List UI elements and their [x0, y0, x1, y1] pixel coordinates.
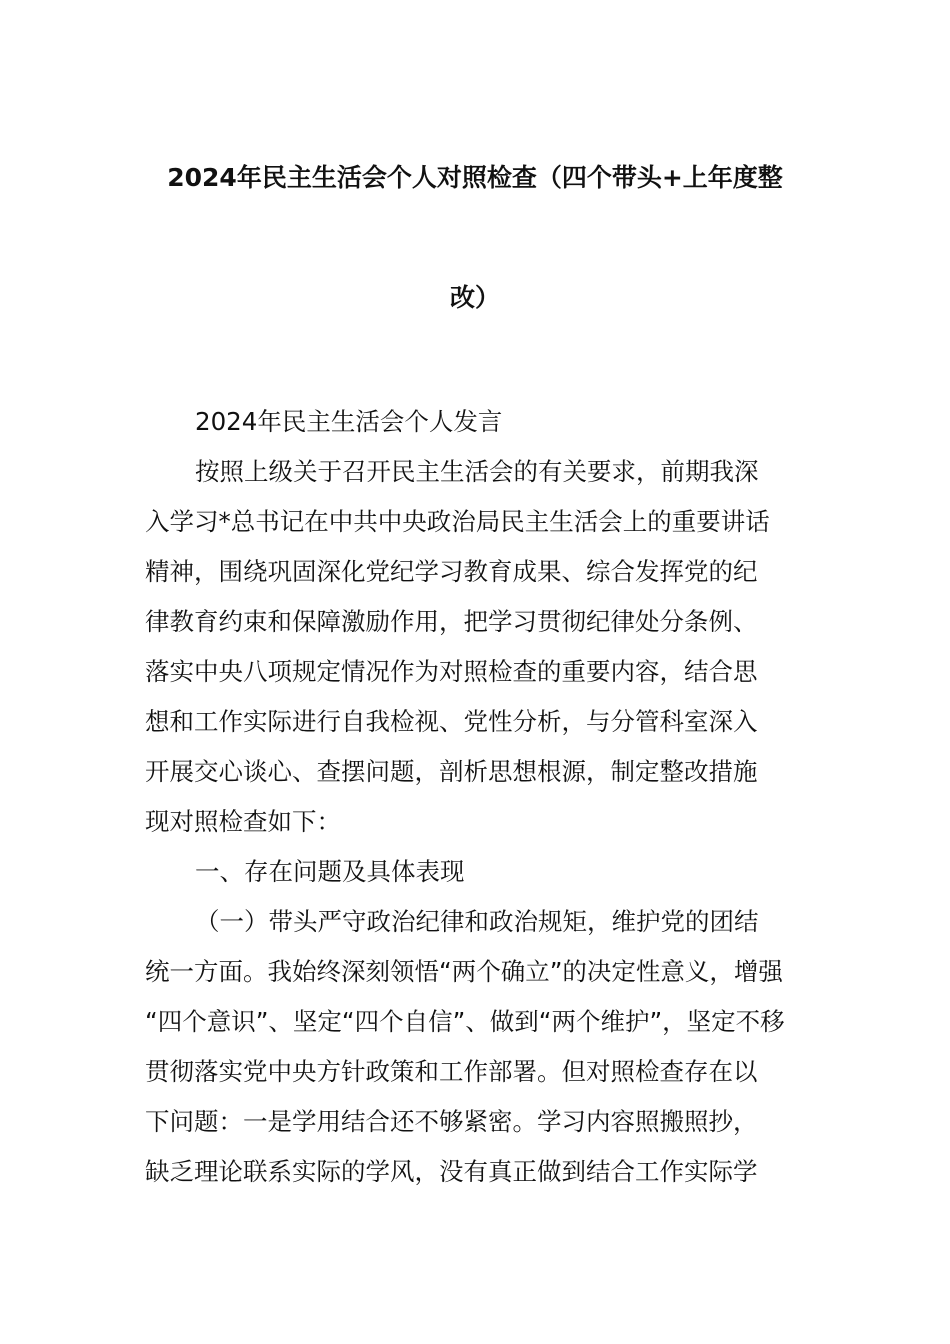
- paragraph-line: 想和工作实际进行自我检视、党性分析，与分管科室深入: [145, 707, 758, 736]
- paragraph-line: （一）带头严守政治纪律和政治规矩，维护党的团结: [195, 907, 759, 936]
- section-heading: 一、存在问题及具体表现: [195, 857, 465, 886]
- document-title-line-2: 改）: [449, 283, 500, 312]
- paragraph-line: 按照上级关于召开民主生活会的有关要求，前期我深: [195, 457, 759, 486]
- paragraph-line: 入学习*总书记在中共中央政治局民主生活会上的重要讲话: [145, 507, 770, 536]
- document-title-line-1: 2024年民主生活会个人对照检查（四个带头+上年度整: [167, 163, 783, 192]
- paragraph-line: 统一方面。我始终深刻领悟“两个确立”的决定性意义，增强: [145, 957, 783, 986]
- paragraph-line: 缺乏理论联系实际的学风，没有真正做到结合工作实际学: [145, 1157, 758, 1186]
- document-body: [145, 397, 810, 1197]
- paragraph-line: 精神，围绕巩固深化党纪学习教育成果、综合发挥党的纪: [145, 557, 758, 586]
- speech-heading: 2024年民主生活会个人发言: [195, 407, 503, 436]
- paragraph-line: “四个意识”、坚定“四个自信”、做到“两个维护”，坚定不移: [145, 1007, 785, 1036]
- paragraph-line: 律教育约束和保障激励作用，把学习贯彻纪律处分条例、: [145, 607, 758, 636]
- paragraph-line: 开展交心谈心、查摆问题，剖析思想根源，制定整改措施: [145, 757, 758, 786]
- paragraph-line: 贯彻落实党中央方针政策和工作部署。但对照检查存在以: [145, 1057, 758, 1086]
- paragraph-line: 落实中央八项规定情况作为对照检查的重要内容，结合思: [145, 657, 758, 686]
- paragraph-line: 下问题：一是学用结合还不够紧密。学习内容照搬照抄，: [145, 1107, 758, 1136]
- paragraph-line: 现对照检查如下：: [145, 807, 341, 836]
